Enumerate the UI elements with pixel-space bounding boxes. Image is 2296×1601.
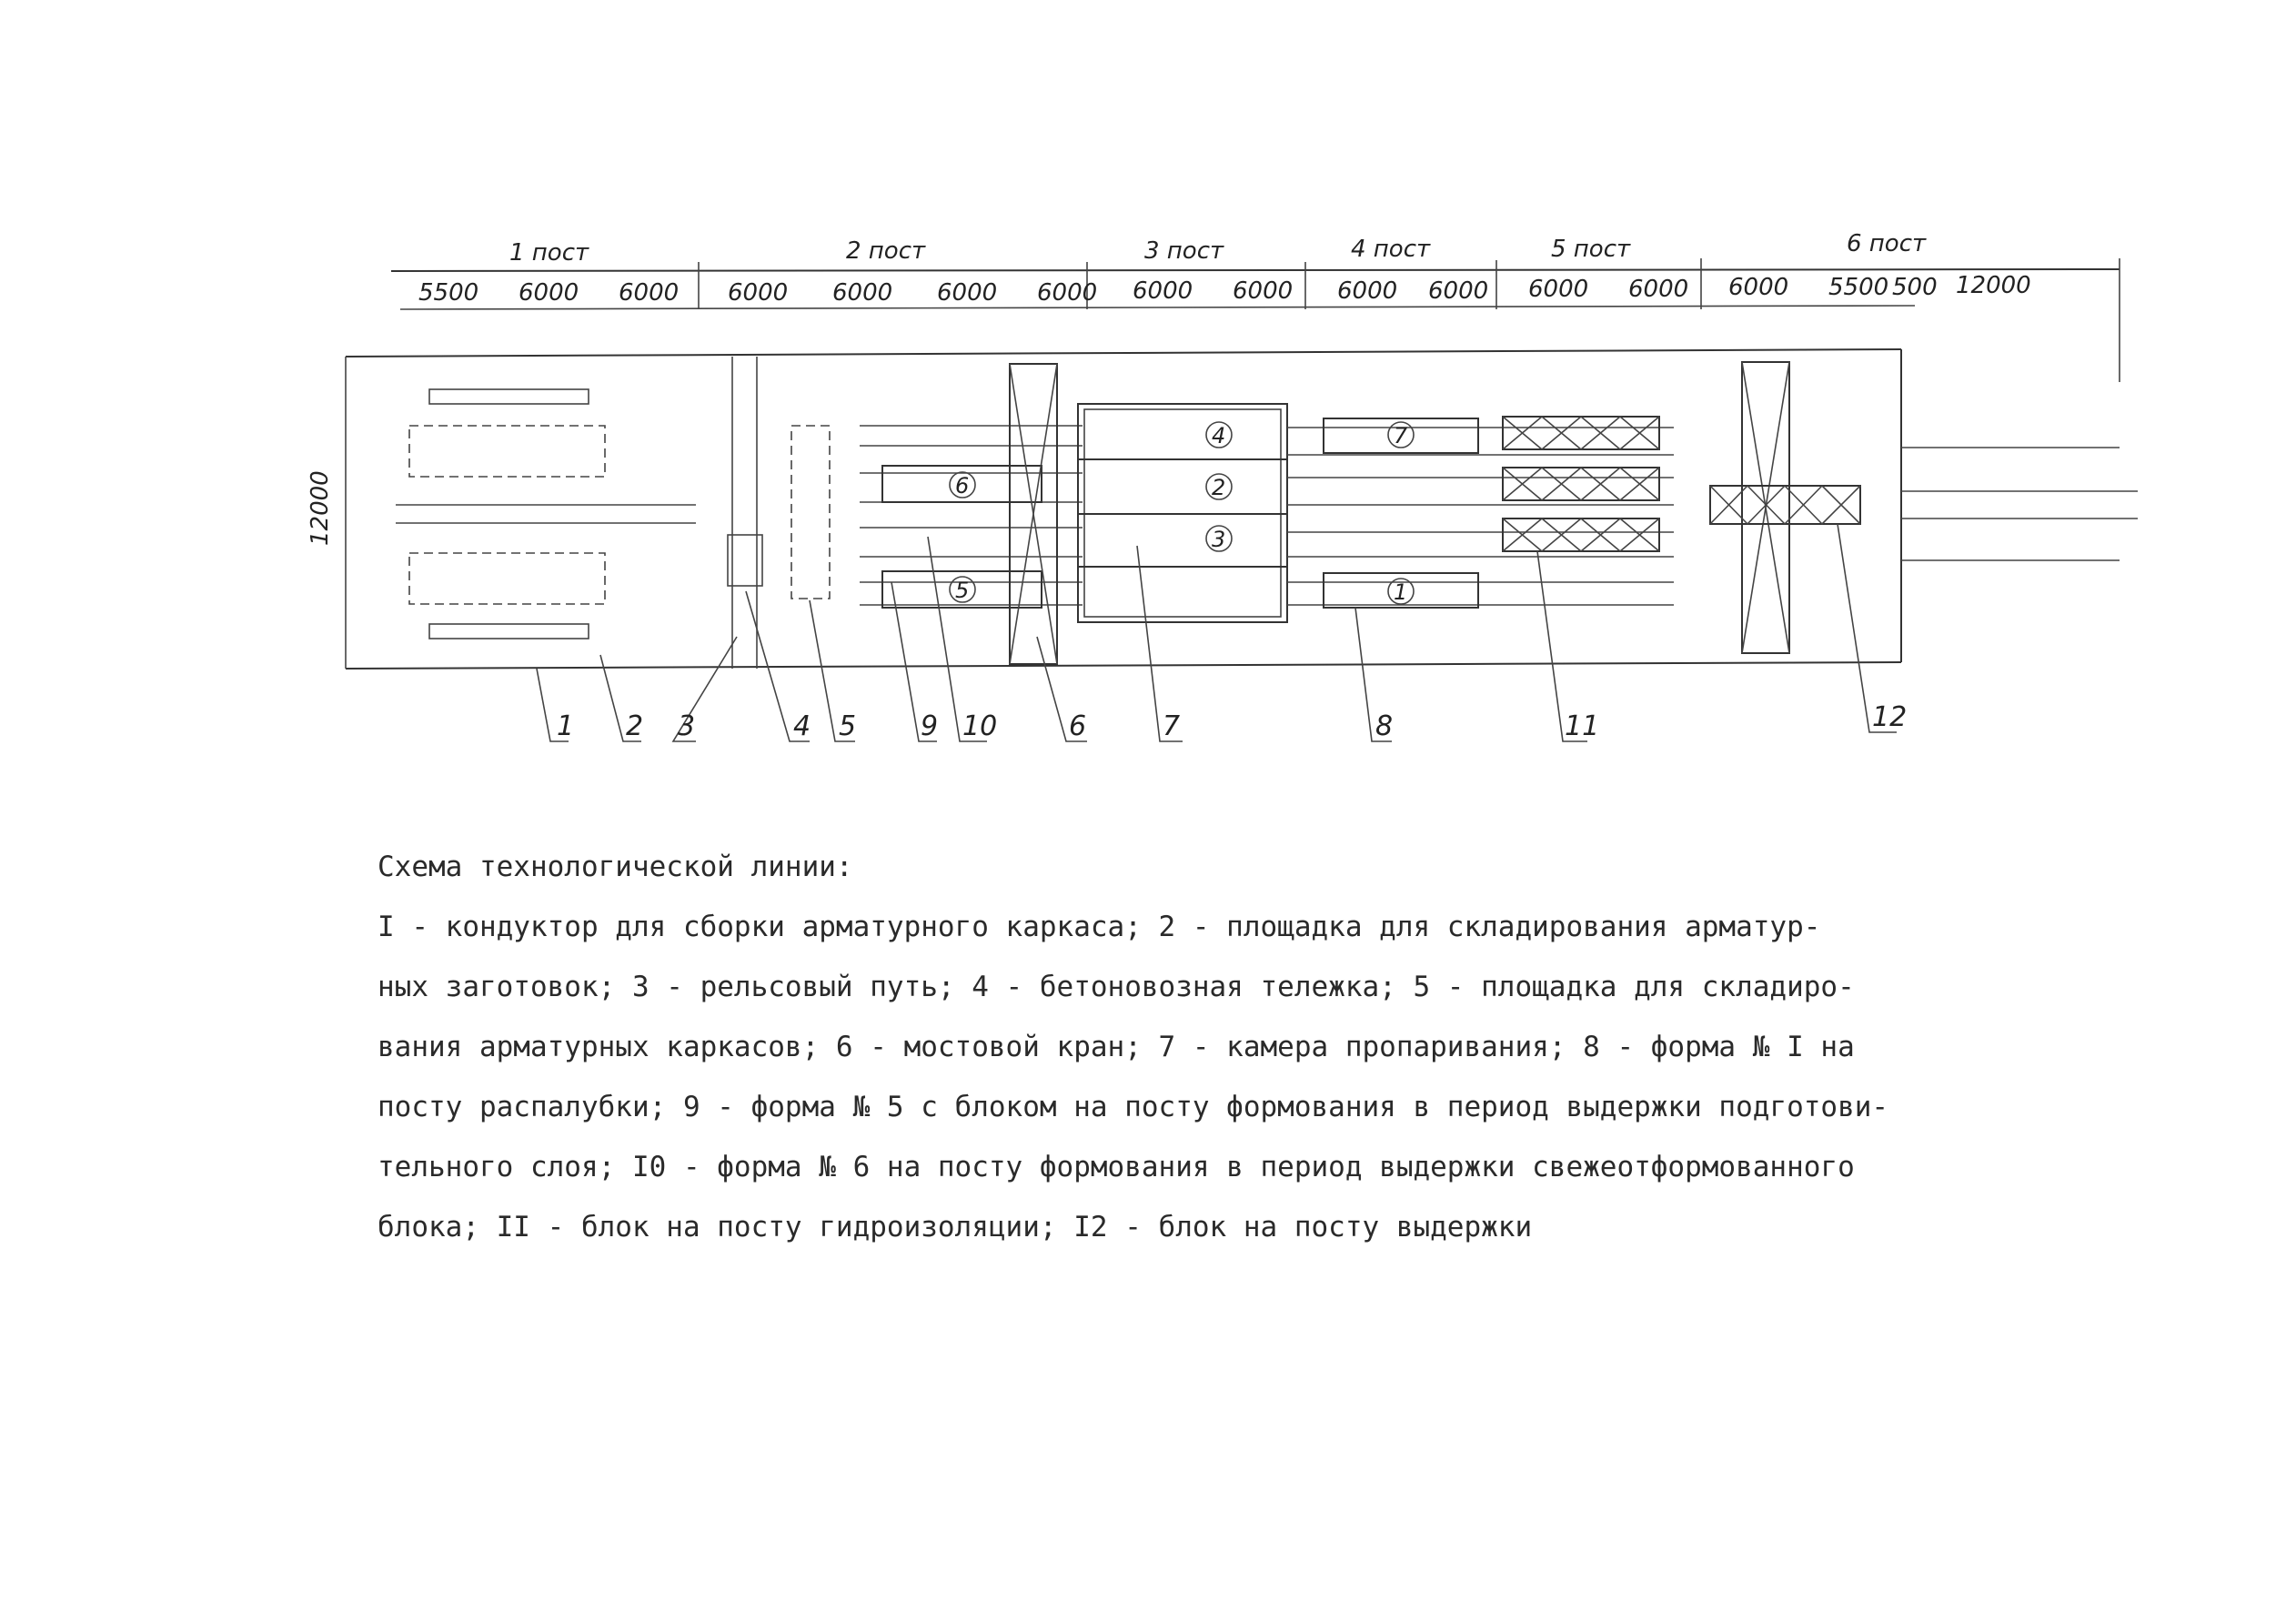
- post-label-2: 2 пост: [846, 237, 926, 265]
- dim-1: 5500: [418, 279, 479, 307]
- post-labels: [509, 230, 1927, 267]
- dim-14: 6000: [1728, 274, 1789, 301]
- form-number-5: 5: [955, 578, 970, 603]
- form-number-7: 7: [1394, 423, 1408, 448]
- dim-16: 500: [1892, 274, 1938, 301]
- form-number-3: 3: [1212, 527, 1226, 552]
- post-label-3: 3 пост: [1144, 237, 1224, 265]
- width-dimension: 12000: [307, 470, 334, 546]
- dim-13: 6000: [1628, 276, 1689, 303]
- callout-8: 8: [1375, 710, 1394, 742]
- caption-line-1: I - кондуктор для сборки арматурного каркаса; 2 - площадка для складирования арматур-: [378, 911, 1821, 943]
- workshop-outline: [346, 349, 1901, 669]
- dim-2: 6000: [519, 279, 579, 307]
- steam-chamber: [1078, 404, 1287, 622]
- stripping-rails: [1287, 418, 1674, 608]
- post-1-area: [396, 389, 696, 639]
- dim-17: 12000: [1956, 272, 2031, 299]
- caption-line-4: посту распалубки; 9 - форма № 5 с блоком на посту формования в период выдержки подготови-: [378, 1091, 1889, 1123]
- dim-6: 6000: [937, 279, 998, 307]
- bridge-crane: [1010, 364, 1057, 664]
- dim-3: 6000: [619, 279, 680, 307]
- caption-line-6: блока; II - блок на посту гидроизоляции; I2 - блок на посту выдержки: [378, 1211, 1533, 1244]
- post-label-6: 6 пост: [1847, 230, 1927, 257]
- post-6-area: [1710, 362, 2138, 653]
- form-number-4: 4: [1212, 423, 1226, 448]
- dim-8: 6000: [1133, 277, 1193, 305]
- callout-1: 1: [557, 710, 575, 742]
- callout-4: 4: [793, 710, 811, 742]
- callout-7: 7: [1163, 710, 1181, 742]
- post-label-1: 1 пост: [509, 239, 589, 267]
- callouts: [537, 524, 1907, 742]
- post-label-4: 4 пост: [1351, 236, 1431, 263]
- caption: [378, 837, 2106, 1257]
- form-number-6: 6: [955, 473, 970, 498]
- dim-11: 6000: [1428, 277, 1489, 305]
- dim-4: 6000: [728, 279, 789, 307]
- dim-12: 6000: [1528, 276, 1589, 303]
- form-number-1: 1: [1394, 579, 1408, 605]
- callout-6: 6: [1069, 710, 1087, 742]
- waterproofing-blocks: [1503, 417, 1659, 551]
- caption-line-5: тельного слоя; I0 - форма № 6 на посту формования в период выдержки свежеотформованного: [378, 1151, 1855, 1183]
- caption-title: Схема технологической линии:: [378, 851, 853, 883]
- form-number-2: 2: [1212, 475, 1226, 500]
- callout-9: 9: [921, 710, 939, 742]
- dim-5: 6000: [832, 279, 893, 307]
- rail-track: [728, 357, 830, 669]
- callout-5: 5: [839, 710, 857, 742]
- dim-7: 6000: [1037, 279, 1098, 307]
- dim-15: 5500: [1828, 274, 1889, 301]
- callout-10: 10: [962, 710, 998, 742]
- callout-12: 12: [1872, 701, 1908, 733]
- caption-line-2: ных заготовок; 3 - рельсовый путь; 4 - бетоновозная тележка; 5 - площадка для складиро-: [378, 971, 1855, 1003]
- dimension-chain: [391, 258, 2120, 382]
- dim-10: 6000: [1337, 277, 1398, 305]
- dim-9: 6000: [1233, 277, 1294, 305]
- callout-11: 11: [1565, 710, 1600, 742]
- post-label-5: 5 пост: [1551, 236, 1631, 263]
- callout-2: 2: [626, 710, 644, 742]
- cage-storage-area: [791, 426, 830, 599]
- caption-line-3: вания арматурных каркасов; 6 - мостовой кран; 7 - камера пропаривания; 8 - форма № I на: [378, 1031, 1855, 1063]
- callout-3: 3: [678, 710, 696, 742]
